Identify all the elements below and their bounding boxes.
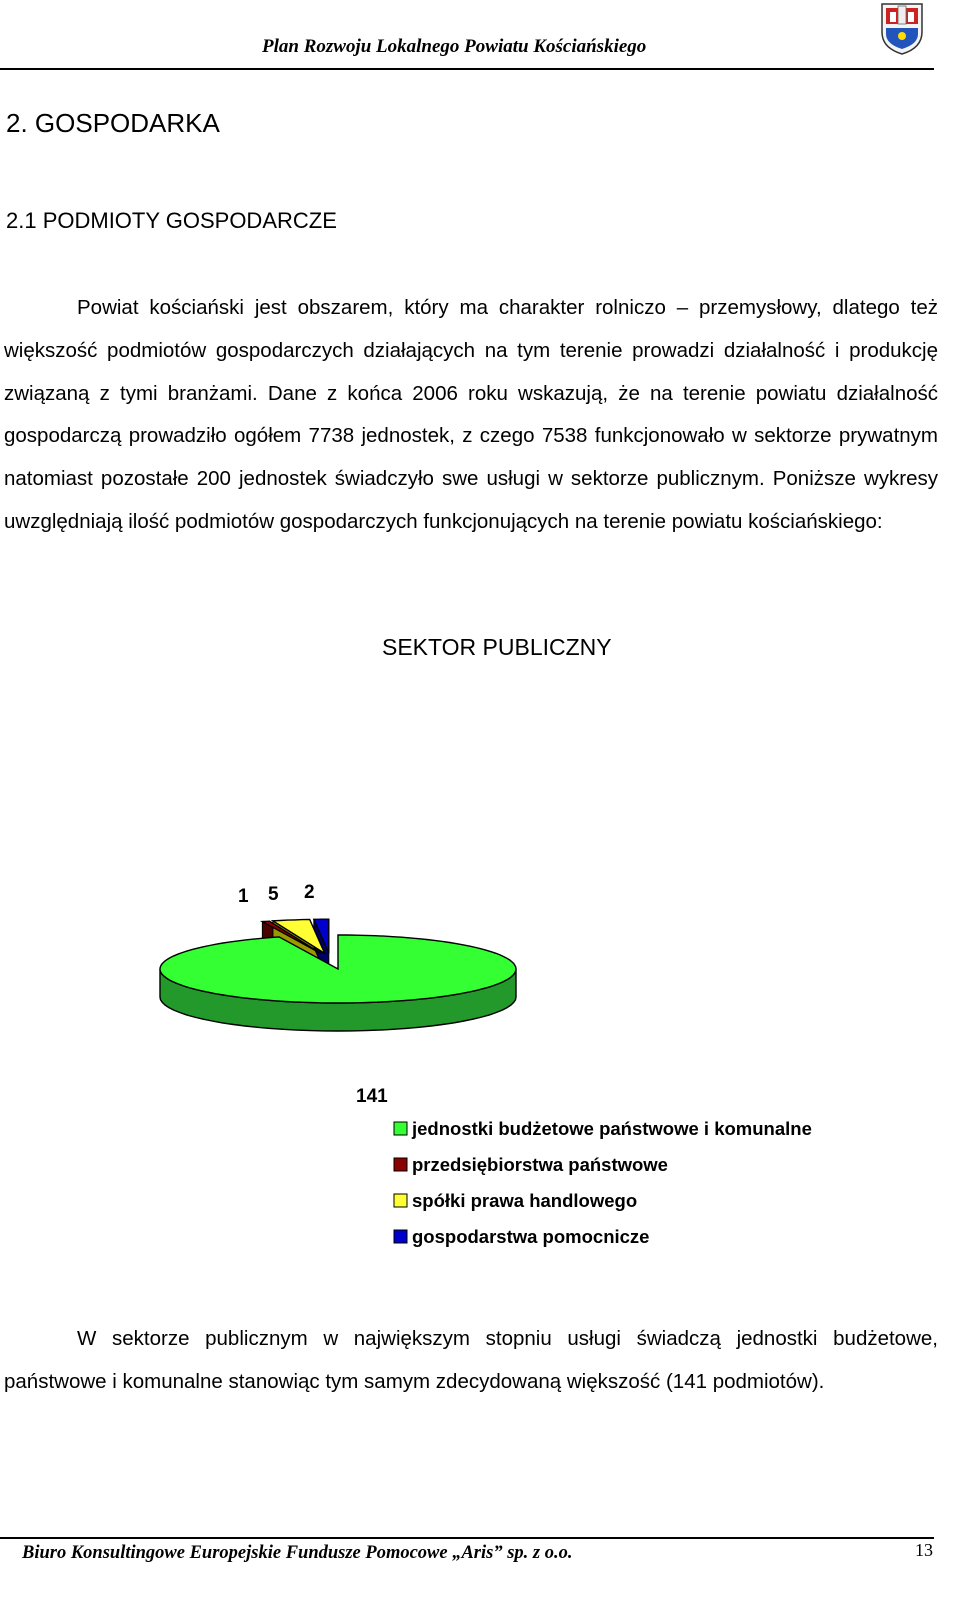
data-label-2: 1	[238, 886, 249, 907]
pie-slices	[160, 919, 516, 1031]
legend-swatch-1	[394, 1122, 407, 1135]
chart-legend	[394, 1118, 812, 1247]
subsection-heading: 2.1 PODMIOTY GOSPODARCZE	[6, 208, 337, 233]
legend-swatch-3	[394, 1194, 407, 1207]
legend-label-4: gospodarstwa pomocnicze	[412, 1226, 650, 1247]
section-heading: 2. GOSPODARKA	[6, 108, 220, 138]
page-number: 13	[915, 1540, 933, 1560]
header-title: Plan Rozwoju Lokalnego Powiatu Kościańskiego	[262, 36, 647, 57]
legend-label-3: spółki prawa handlowego	[412, 1190, 638, 1211]
intro-paragraph: Powiat kościański jest obszarem, który ma charakter rolniczo – przemysłowy, dlatego też większość podmiotów gospodarczych działających na tym terenie prowadzi działalność i produkcję związaną z tymi branżami. Dane z końca 2006 roku wskazują, że na terenie powiatu działalność gospodarczą prowadziło ogółem 7738 jednostek, z czego 7538 funkcjonowało w sektorze prywatnym natomiast pozostałe 200 jednostek świadczyło swe usługi w sektorze publicznym. Poniższe wykresy uwzględniają ilość podmiotów gospodarczych funkcjonujących na terenie powiatu kościańskiego:	[4, 296, 938, 533]
data-label-4: 2	[304, 882, 315, 903]
legend-swatch-4	[394, 1230, 407, 1243]
data-label-3: 5	[268, 884, 279, 905]
footer-divider	[0, 1537, 934, 1539]
legend-swatch-2	[394, 1158, 407, 1171]
footer-text: Biuro Konsultingowe Europejskie Fundusze Pomocowe „Aris” sp. z o.o.	[22, 1543, 573, 1563]
closing-paragraph: W sektorze publicznym w największym stopniu usługi świadczą jednostki budżetowe, państwowe i komunalne stanowiąc tym samym zdecydowaną większość (141 podmiotów).	[4, 1327, 938, 1393]
legend-label-2: przedsiębiorstwa państwowe	[412, 1154, 668, 1175]
chart-title: SEKTOR PUBLICZNY	[382, 634, 612, 660]
legend-label-1: jednostki budżetowe państwowe i komunalne	[412, 1118, 812, 1139]
pie-slice-1	[160, 935, 516, 1003]
data-label-1: 141	[356, 1086, 388, 1107]
